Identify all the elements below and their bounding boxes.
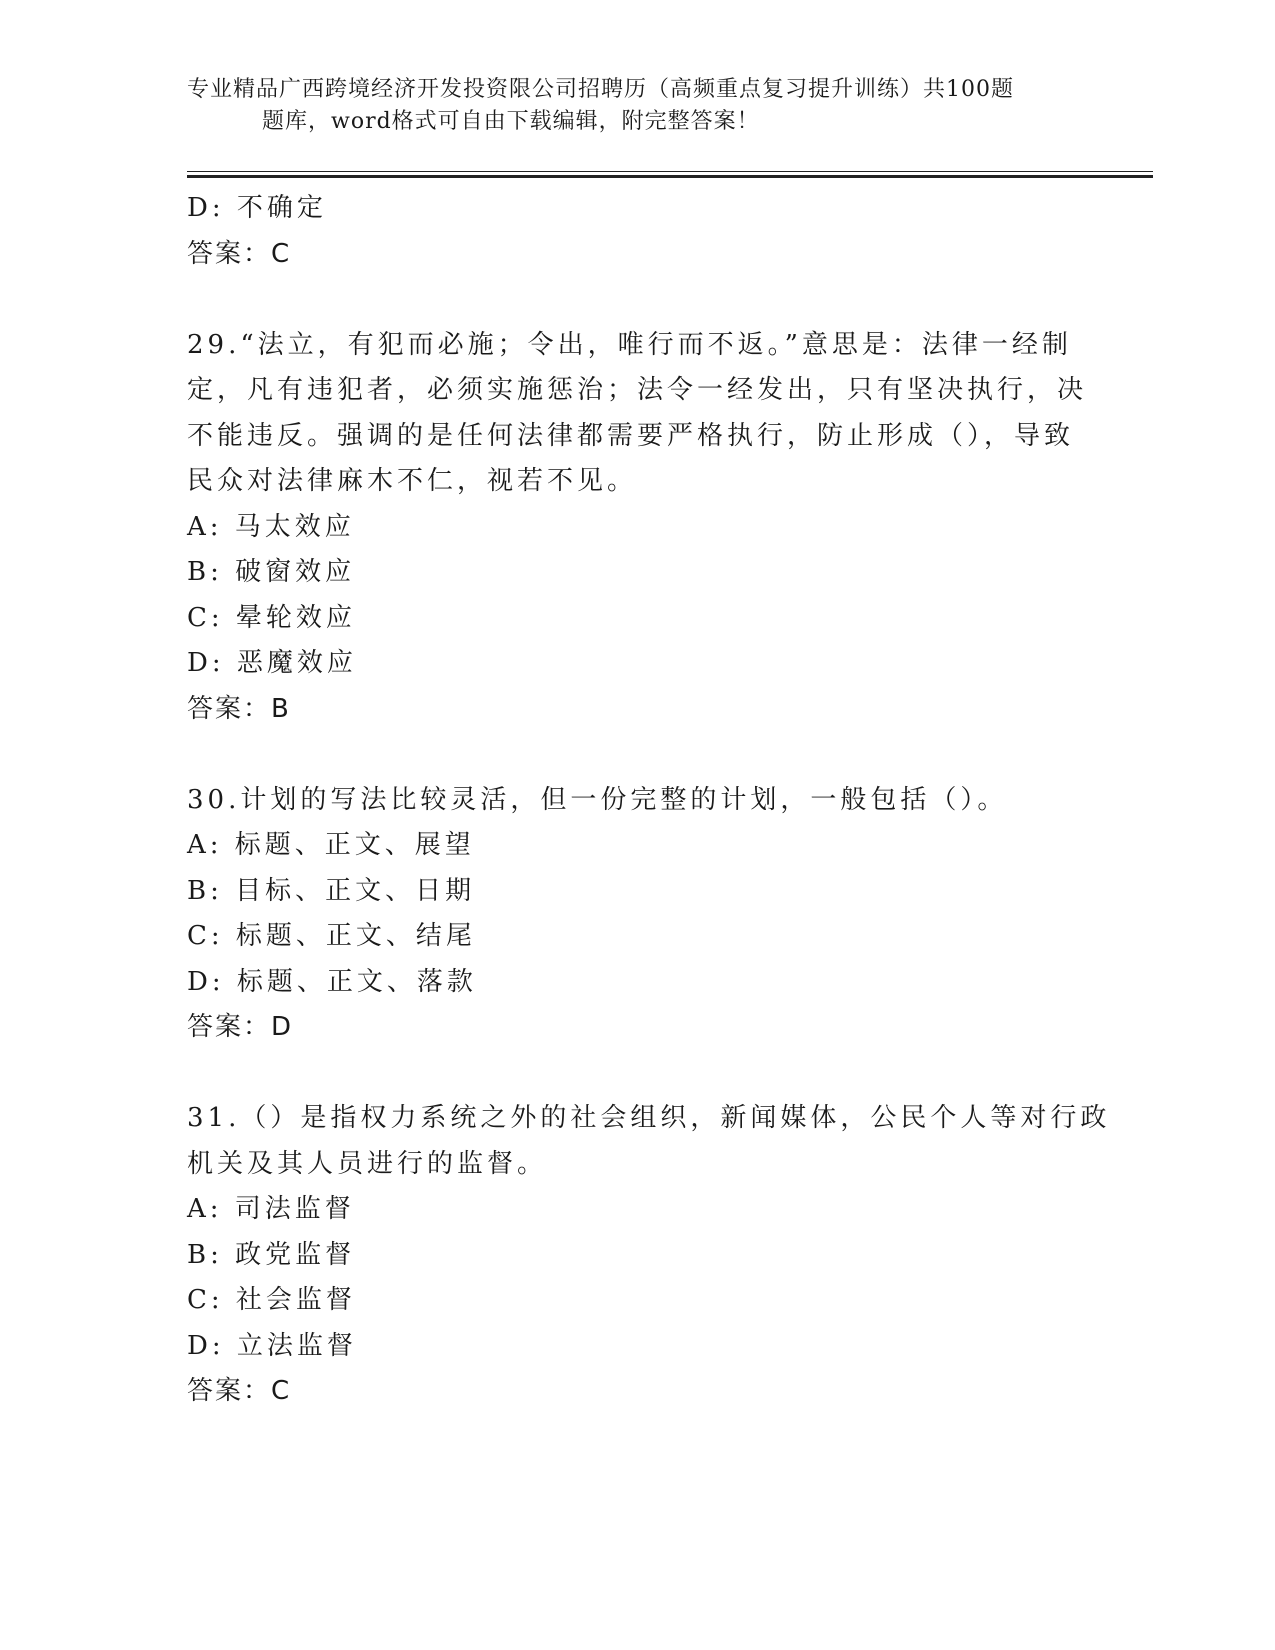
answer-line: 答案：B — [187, 693, 291, 724]
option-b: B: 政党监督 — [187, 1239, 356, 1270]
header-line-1: 专业精品广西跨境经济开发投资限公司招聘历（高频重点复习提升训练）共100题 — [187, 77, 1014, 102]
option-d: D: 恶魔效应 — [187, 648, 357, 678]
question-stem-line: 31.（）是指权力系统之外的社会组织，新闻媒体，公民个人等对行政 — [187, 1103, 1111, 1133]
option-d: D: 立法监督 — [187, 1330, 357, 1361]
option-d: D: 标题、正文、落款 — [187, 966, 477, 997]
question-stem-line: 机关及其人员进行的监督。 — [187, 1148, 548, 1179]
option-c: C: 晕轮效应 — [187, 602, 356, 633]
option-a: A: 标题、正文、展望 — [187, 830, 475, 860]
option-a: A: 司法监督 — [187, 1194, 355, 1224]
answer-line: 答案：C — [187, 1376, 292, 1406]
document-header — [187, 74, 1087, 138]
question-stem-line: 29.“法立，有犯而必施；令出，唯行而不返。”意思是：法律一经制 — [187, 329, 1072, 360]
header-line-2: 题库，word格式可自由下载编辑，附完整答案！ — [262, 109, 760, 134]
question-stem-line: 不能违反。强调的是任何法律都需要严格执行，防止形成（），导致 — [187, 420, 1075, 451]
answer-line: 答案：D — [187, 1012, 294, 1042]
option-b: B: 目标、正文、日期 — [187, 875, 476, 906]
question-stem-line: 定，凡有违犯者，必须实施惩治；法令一经发出，只有坚决执行，决 — [187, 375, 1088, 405]
option-b: B: 破窗效应 — [187, 557, 356, 587]
question-stem-line: 民众对法律麻木不仁，视若不见。 — [187, 466, 638, 496]
question-30 — [187, 778, 1087, 1051]
answer-line: 答案：C — [187, 238, 292, 269]
header-rule-thick — [187, 175, 1153, 178]
question-31 — [187, 1096, 1111, 1415]
document-body — [187, 186, 1111, 1415]
question-29 — [187, 323, 1087, 733]
option-c: C: 社会监督 — [187, 1285, 356, 1315]
header-rule-thin — [187, 171, 1153, 172]
previous-question-tail — [187, 186, 1087, 277]
option-a: A: 马太效应 — [187, 511, 355, 542]
question-stem-line: 30.计划的写法比较灵活，但一份完整的计划，一般包括（）。 — [187, 784, 1008, 815]
option-d: D: 不确定 — [187, 193, 327, 223]
option-c: C: 标题、正文、结尾 — [187, 921, 476, 951]
